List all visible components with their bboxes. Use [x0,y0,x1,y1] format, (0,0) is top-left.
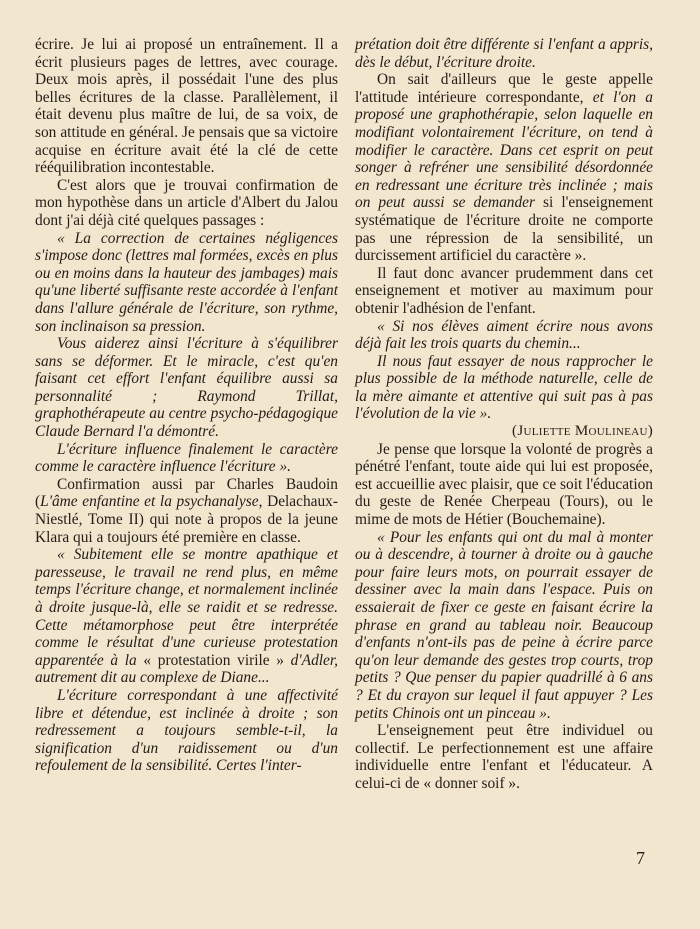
paragraph-baudoin [35,476,338,546]
quote-children-gestures: « Pour les enfants qui ont du mal à monter ou à descendre, à tourner à droite ou à gauche pour faire leurs mots, on pourrait essayer de dessiner avec la main dans l'espace. Puis on essaierait de fixer ce geste en faisant écrire la phrase en grand au tableau noir. Beaucoup d'enfants n'ont-ils pas de peine à écrire parce qu'on leur demande des gestes trop courts, trop petits ? Que penser du papier quadrillé à 6 ans ? Et du crayon sur lequel il faut appuyer ? Les petits Chinois ont un pinceau ». [355,528,653,722]
quote-correction: « La correction de certaines négligences s'impose donc (lettres mal formées, excès en plus ou en moins dans la hauteur des jambages) mais qu'une liberté suffisante reste accordée à l'enfant dans l'allure générale de l'écriture, son rythme, son inclinaison sa pression. [35,229,338,335]
gesture-text-c: si l'enseignement systématique de l'écriture droite ne comporte pas une répression de la sensibilité, un durcissement artificiel du caractère ». [355,194,653,265]
gesture-text-a: On sait d'ailleurs que le geste appelle l'attitude intérieure correspondante, [355,71,653,106]
quote-equilibrium: Vous aiderez ainsi l'écriture à s'équilibrer sans se déformer. Et le miracle, c'est qu'en faisant cet effort l'enfant équilibre aussi sa personnalité ; Raymond Trillat, graphothérapeute au centre psycho-pédagogique Claude Bernard l'a démontré. [35,335,338,441]
quote-attribution: (Juliette Moulineau) [512,423,653,440]
quote-natural-method: Il nous faut essayer de nous rapprocher le plus possible de la méthode naturelle, celle de la mère aimante et attentive qui suit pas à pas l'évolution de la vie ». [355,352,653,423]
page-number: 7 [636,848,645,868]
left-column [35,36,338,775]
quote-interpretation: prétation doit être différente si l'enfant a appris, dès le début, l'écriture droite. [355,36,653,71]
quote-influence: L'écriture influence finalement le caractère comme le caractère influence l'écriture ». [35,440,338,476]
baudoin-text-a: Confirmation aussi par Charles Baudoin ( [35,475,338,511]
quote-klara [35,546,338,687]
book-title: L'âme enfantine et la psychanalyse [40,493,259,511]
gesture-text-b: et l'on a proposé une graphothérapie, selon laquelle en modifiant volontairement l'écriture, on tend à modifier le caractère. Dans cet esprit on peut songer à refréner une sensibilité désordonnée en redressant une écriture très inclinée ; mais on peut aussi se demander [355,88,653,212]
klara-text-a: « Subitement elle se montre apathique et paresseuse, le travail ne rend plus, en même temps l'écriture change, et normalement inclinée à droite jusque-là, elle se raidit et se redresse. Cette métamorphose peut être interprétée comme le résultat d'une curieuse protestation apparentée à la [35,546,338,669]
paragraph-victory: écrire. Je lui ai proposé un entraînement. Il a écrit plusieurs pages de lettres, avec courage. Deux mois après, il possédait l'une des plus belles écritures de la classe. Parallèlement, il était devenu plus maître de lui, de sa voix, de son attitude en général. Je pensais que sa victoire acquise en écriture avait été la clé de cette rééquilibration incontestable. [35,36,338,177]
quote-affectivity: L'écriture correspondant à une affectivité libre et détendue, est inclinée à droite ; son redressement a toujours semble-t-il, la signification d'un raidissement ou d'un refoulement de la sensibilité. Certes l'inter- [35,686,338,775]
paragraph-prudence: Il faut donc avancer prudemment dans cet enseignement et motiver au maximum pour obtenir l'adhésion de l'enfant. [355,264,653,317]
paragraph-teaching: L'enseignement peut être individuel ou collectif. Le perfectionnement est une affaire individuelle entre l'enfant et l'éducateur. A celui-ci de « donner soif ». [355,722,653,792]
quote-students: « Si nos élèves aiment écrire nous avons déjà fait les trois quarts du chemin... [355,317,653,353]
baudoin-text-c: , Delachaux-Niestlé, Tome II) qui note à propos de la jeune Klara qui a toujours été première en classe. [35,493,339,546]
klara-text-c: d'Adler, autrement dit au complexe de Diane... [35,651,339,687]
paragraph-progress: Je pense que lorsque la volonté de progrès a pénétré l'enfant, toute aide qui lui est proposée, est accueillie avec plaisir, que ce soit l'éducation du geste de Renée Cherpeau (Tours), ou le mime de mots de Hétier (Bouchemaine). [355,440,653,529]
paragraph-confirmation: C'est alors que je trouvai confirmation de mon hypothèse dans un article d'Albert du Jalou dont j'ai déjà cité quelques passages : [35,176,338,229]
paragraph-gesture [355,71,653,265]
right-column [355,36,653,793]
protestation-virile: « protestation virile » [143,651,284,669]
